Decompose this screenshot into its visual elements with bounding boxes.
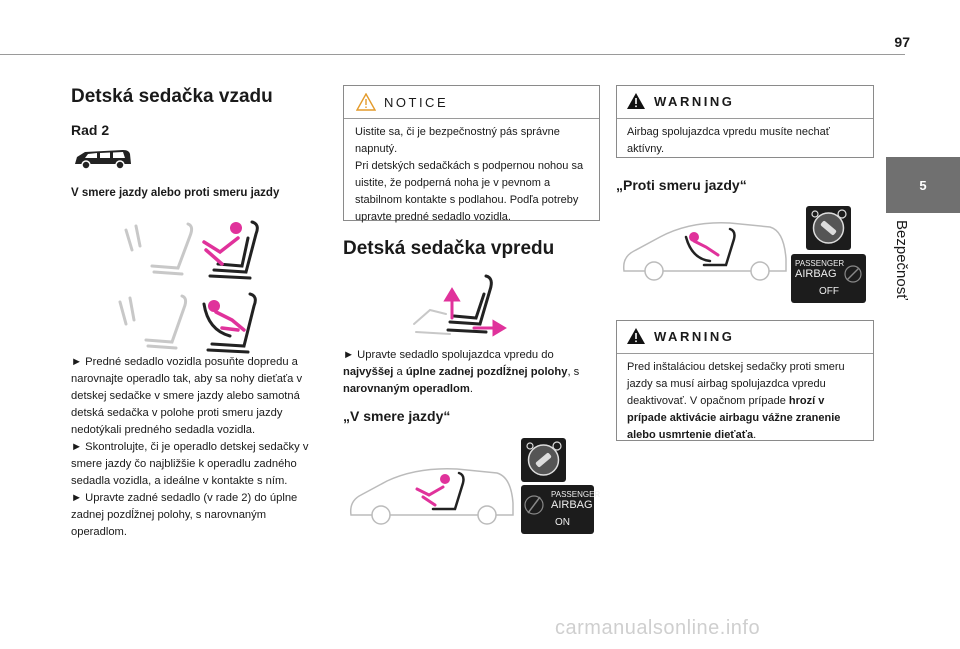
notice-rule xyxy=(344,118,599,119)
row-heading: Rad 2 xyxy=(71,122,110,138)
section-title-front: Detská sedačka vpredu xyxy=(343,238,555,259)
airbag-switch-off[interactable] xyxy=(806,206,851,250)
warning-box-1 xyxy=(616,85,874,158)
front-instruction: ► Upravte sedadlo spolujazdca vpredu do najvyššej a úplne zadnej pozdĺžnej polohy, s narovnaným operadlom. xyxy=(343,349,580,395)
warning1-title: WARNING xyxy=(654,93,735,109)
warning2-header xyxy=(626,327,734,345)
front-seat-adjust-illustration xyxy=(410,270,510,340)
rear-instruction-3: ► Upravte zadné sedadlo (v rade 2) do úplne zadnej pozdĺžnej polohy, s narovnaným operadlom. xyxy=(71,492,298,538)
forward-facing-heading: „V smere jazdy“ xyxy=(343,408,451,424)
airbag-state-off: OFF xyxy=(819,286,839,297)
airbag-switch-on[interactable] xyxy=(521,438,566,482)
rear-instruction-2: ► Skontrolujte, či je operadlo detskej sedačky v smere jazdy čo najbližšie k operadlu zadného sedadla vozidla, a ideálne v kontakte s ním. xyxy=(71,441,309,487)
airbag-child-icon xyxy=(843,264,863,284)
rear-instruction-1: ► Predné sedadlo vozidla posuňte dopredu a narovnajte operadlo tak, aby sa nohy dieťaťa v detskej sedačke v smere jazdy alebo samotná detská sedačka v polohe proti smeru jazdy nedotýkali predného sedadla vozidla. xyxy=(71,356,303,436)
airbag-disabled-icon xyxy=(524,493,544,517)
notice-box xyxy=(343,85,600,221)
airbag-key-switch-icon xyxy=(521,438,566,482)
warning-triangle-icon xyxy=(356,93,376,111)
warning1-header xyxy=(626,92,734,110)
van-icon xyxy=(71,146,133,172)
warning2-title: WARNING xyxy=(654,328,735,344)
airbag-off-label-line2: AIRBAG xyxy=(795,268,837,280)
airbag-key-switch-off-icon xyxy=(806,206,851,250)
car-forward-child-illustration xyxy=(347,463,517,527)
airbag-label-line2: AIRBAG xyxy=(551,499,593,511)
notice-text: Uistite sa, či je bezpečnostný pás správne napnutý. Pri detských sedačkách s podpernou nohou sa uistite, že podperná noha je v pevnom a stabilnom kontakte s podlahou. Podľa potreby upravte predné sedadlo vozidla. xyxy=(355,126,584,223)
airbag-indicator-on xyxy=(521,485,601,534)
warning-triangle-filled-icon xyxy=(626,327,646,345)
header-rule xyxy=(0,54,905,55)
rear-instructions xyxy=(71,354,325,541)
rear-facing-heading: „Proti smeru jazdy“ xyxy=(616,177,747,193)
airbag-state-on: ON xyxy=(555,517,570,528)
warning-triangle-filled-icon xyxy=(626,92,646,110)
rearward-child-seat-illustration xyxy=(112,290,262,358)
chapter-tab[interactable] xyxy=(886,157,960,213)
warning2-text: Pred inštaláciou detskej sedačky proti smeru jazdy sa musí airbag spolujazdca vpredu deaktivovať. V opačnom prípade hrozí v prípade aktivácie airbagu vážne zranenie alebo usmrtenie dieťaťa. xyxy=(627,361,845,441)
warning1-rule xyxy=(617,118,873,119)
chapter-label xyxy=(893,220,913,330)
chapter-label-text: Bezpečnosť xyxy=(893,220,910,300)
airbag-off-label-line1: PASSENGER xyxy=(795,259,845,268)
section-title-rear: Detská sedačka vzadu xyxy=(71,86,273,107)
warning1-text: Airbag spolujazdca vpredu musíte nechať aktívny. xyxy=(627,126,830,155)
notice-title: NOTICE xyxy=(384,94,449,110)
footer-watermark: carmanualsonline.info xyxy=(555,617,761,639)
airbag-label-line1: PASSENGER xyxy=(551,490,601,499)
notice-header xyxy=(356,93,448,111)
forward-child-seat-illustration xyxy=(118,216,268,284)
direction-heading: V smere jazdy alebo proti smeru jazdy xyxy=(71,187,280,199)
warning-box-2 xyxy=(616,320,874,441)
warning2-rule xyxy=(617,353,873,354)
page-number: 97 xyxy=(894,34,910,50)
car-rearward-child-illustration xyxy=(620,215,790,287)
chapter-number: 5 xyxy=(919,177,927,193)
airbag-indicator-off xyxy=(791,254,866,303)
